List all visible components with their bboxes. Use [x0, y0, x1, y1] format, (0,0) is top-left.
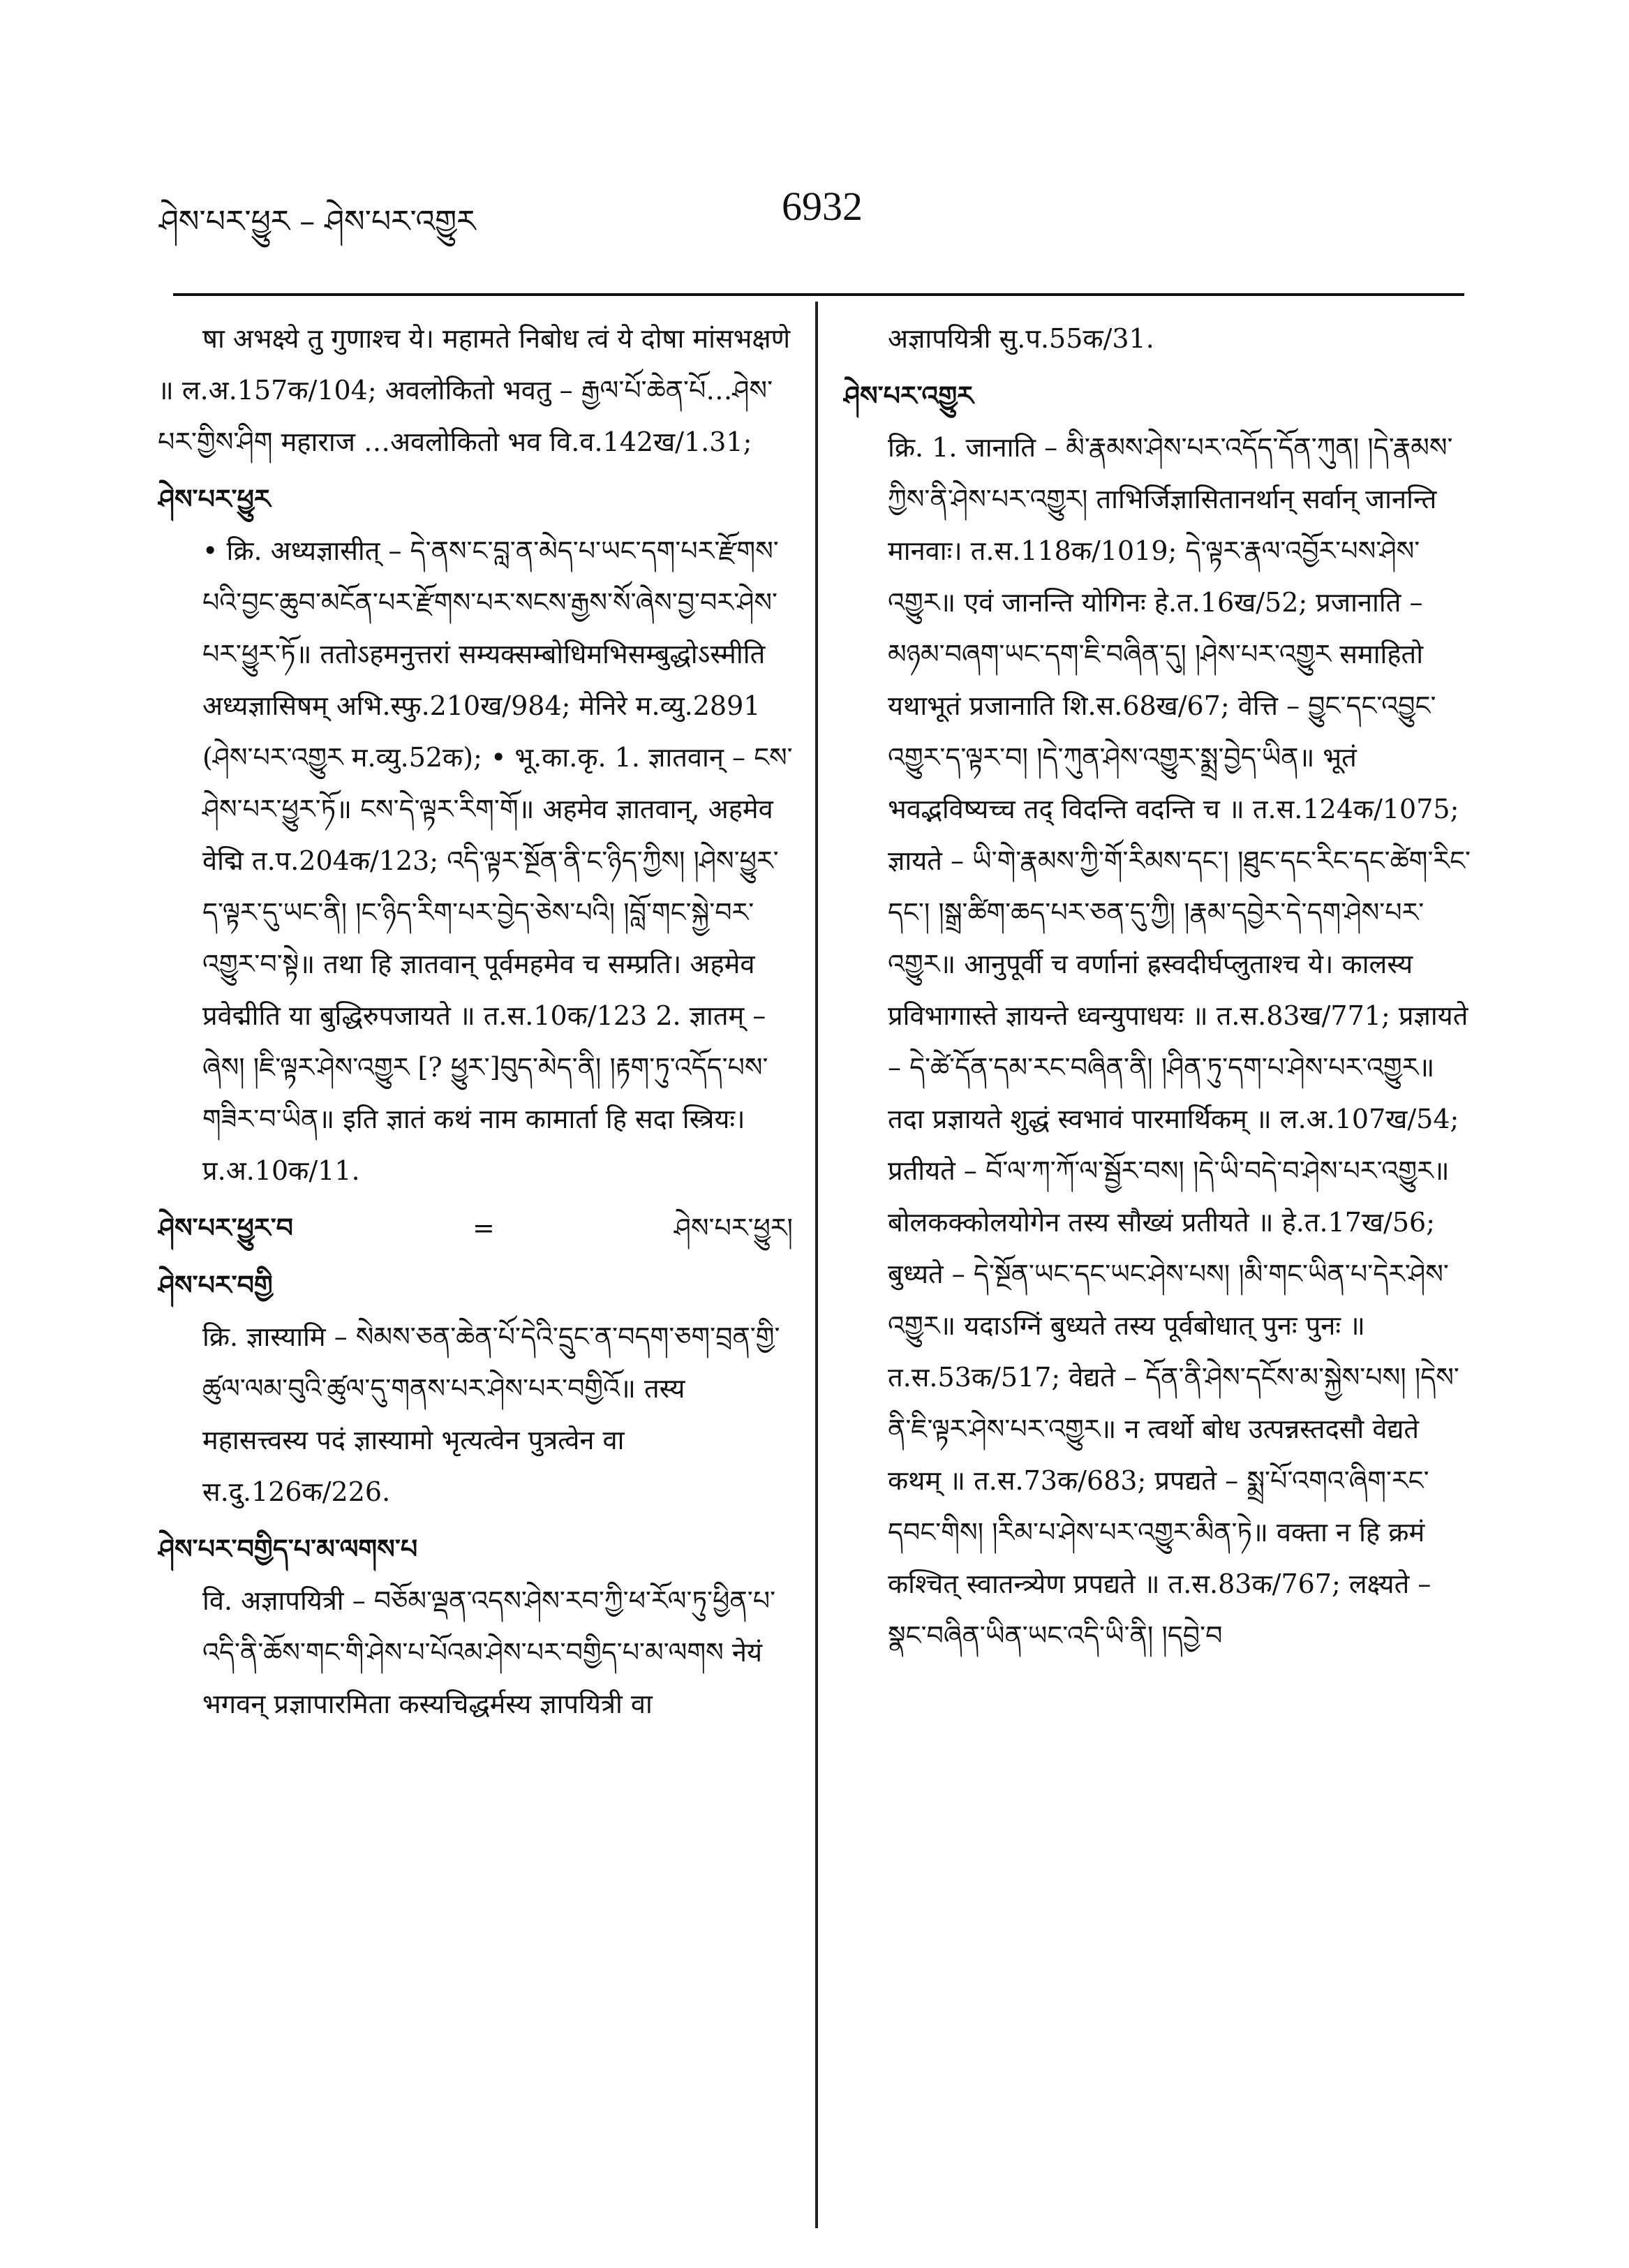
right-continuation-text: अज्ञापयित्री सु.प.55क/31.	[888, 323, 1154, 354]
header-rule	[173, 293, 1464, 296]
cross-reference-entry	[158, 1202, 793, 1254]
entry-headword: ཤེས་པར་འགྱུར	[843, 380, 974, 411]
entry-headword: ཤེས་པར་ཕྱུར	[158, 483, 271, 514]
column-divider	[815, 302, 818, 2228]
cross-reference-target: ཤེས་པར་ཕྱུར།	[674, 1213, 793, 1243]
page-number: 6932	[782, 184, 863, 229]
dictionary-entry	[158, 1523, 793, 1730]
left-continuation-text: षा अभक्ष्ये तु गुणाश्च ये। महामते निबोध त्वं ये दोषा मांसभक्षणे ॥ ल.अ.157क/104; अवलोकितो भवतु – རྒྱལ་པོ་ཆེན་པོ…ཤེས་པར་གྱིས་ཤིག महाराज …अवलोकितो भव वि.व.142ख/1.31;	[158, 323, 791, 457]
dictionary-entry	[843, 370, 1471, 1661]
equals-sign: =	[473, 1213, 495, 1243]
entry-body: वि. अज्ञापयित्री – བཅོམ་ལྡན་འདས་ཤེས་རབ་ཀྱི་ཕ་རོལ་ཏུ་ཕྱིན་པ་འདི་ནི་ཆོས་གང་གི་ཤེས་པ་པོའམ་ཤེས་པར་བགྱིད་པ་མ་ལགས नेयं भगवन् प्रज्ञापारमिता कस्यचिद्धर्मस्य ज्ञापयित्री वा	[202, 1585, 776, 1719]
entry-body: क्रि. ज्ञास्यामि – སེམས་ཅན་ཆེན་པོ་དེའི་དྲུང་ན་བདག་ཅག་བྲན་གྱི་ཚུལ་ལམ་བུའི་ཚུལ་དུ་གནས་པར་ཤེས་པར་བགྱིའོ॥ तस्य महासत्त्वस्य पदं ज्ञास्यामो भृत्यत्वेन पुत्रत्वेन वा स.दु.126क/226.	[202, 1321, 780, 1507]
entry-headword: ཤེས་པར་བགྱི	[158, 1269, 273, 1300]
entry-headword: ཤེས་པར་ཕྱུར་བ	[158, 1212, 294, 1243]
entry-body: • क्रि. अध्यज्ञासीत् – དེ་ནས་ང་བླ་ན་མེད་པ་ཡང་དག་པར་རྫོགས་པའི་བྱང་ཆུབ་མངོན་པར་རྫོགས་པར་སངས་རྒྱས་སོ་ཞེས་བྱ་བར་ཤེས་པར་ཕྱུར་ཏོ॥ ततोऽहमनुत्तरां सम्यक्सम्बोधिमभिसम्बुद्धोऽस्मीति अध्यज्ञासिषम् अभि.स्फु.210ख/984; मेनिरे म.व्यु.2891 (ཤེས་པར་འགྱུར म.व्यु.52क); • भू.का.कृ. 1. ज्ञातवान् – ངས་ཤེས་པར་ཕྱུར་ཏོ॥ ངས་དེ་ལྟར་རིག་གོ॥ अहमेव ज्ञातवान्, अहमेव वेद्मि त.प.204क/123; འདི་ལྟར་སྔོན་ནི་ང་ཉིད་ཀྱིས། །ཤེས་ཕྱུར་ད་ལྟར་དུ་ཡང་ནི། །ང་ཉིད་རིག་པར་བྱེད་ཅེས་པའི། །བློ་གང་སྐྱེ་བར་འགྱུར་བ་སྟེ॥ तथा हि ज्ञातवान् पूर्वमहमेव च सम्प्रति। अहमेव प्रवेद्मीति या बुद्धिरुपजायते ॥ त.स.10क/123 2. ज्ञातम् – ཞེས། །ཇི་ལྟར་ཤེས་འགྱུར [? ཕྱུར་]བུད་མེད་ནི། །རྟག་ཏུ་འདོད་པས་གཟིར་བ་ཡིན॥ इति ज्ञातं कथं नाम कामार्ता हि सदा स्त्रियः। प्र.अ.10क/11.	[202, 535, 793, 1186]
left-column	[158, 313, 793, 1730]
running-head: ཤེས་པར་ཕྱུར – ཤེས་པར་འགྱུར	[159, 204, 476, 239]
dictionary-entry	[158, 1259, 793, 1518]
entry-body: क्रि. 1. जानाति – མི་རྣམས་ཤེས་པར་འདོད་དོན་ཀུན། །དེ་རྣམས་ཀྱིས་ནི་ཤེས་པར་འགྱུར། ताभिर्जिज्ञासितानर्थान् सर्वान् जानन्ति मानवाः। त.स.118क/1019; དེ་ལྟར་རྣལ་འབྱོར་པས་ཤེས་འགྱུར॥ एवं जानन्ति योगिनः हे.त.16ख/52; प्रजानाति – མཉམ་བཞག་ཡང་དག་ཇི་བཞིན་དུ། །ཤེས་པར་འགྱུར समाहितो यथाभूतं प्रजानाति शि.स.68ख/67; वेत्ति – བྱུང་དང་འབྱུང་འགྱུར་ད་ལྟར་བ། །དེ་ཀུན་ཤེས་འགྱུར་སྨྲ་བྱེད་ཡིན॥ भूतं भवद्भविष्यच्च तद् विदन्ति वदन्ति च ॥ त.स.124क/1075; ज्ञायते – ཡི་གེ་རྣམས་ཀྱི་གོ་རིམས་དང་། །ཐུང་དང་རིང་དང་ཚེག་རིང་དང་། །སྒྲ་ཚིག་ཆད་པར་ཅན་དུ་ཀྱི། །རྣམ་དབྱེར་དེ་དག་ཤེས་པར་འགྱུར॥ आनुपूर्वी च वर्णानां ह्रस्वदीर्घप्लुताश्च ये। कालस्य प्रविभागास्ते ज्ञायन्ते ध्वन्युपाधयः ॥ त.स.83ख/771; प्रज्ञायते – དེ་ཚེ་དོན་དམ་རང་བཞིན་ནི། །ཤིན་ཏུ་དག་པ་ཤེས་པར་འགྱུར॥ तदा प्रज्ञायते शुद्धं स्वभावं पारमार्थिकम् ॥ ल.अ.107ख/54; प्रतीयते – བོ་ལ་ཀ་ཀོ་ལ་སྦྱོར་བས། །དེ་ཡི་བདེ་བ་ཤེས་པར་འགྱུར॥ बोलकक्कोलयोगेन तस्य सौख्यं प्रतीयते ॥ हे.त.17ख/56; बुध्यते – དེ་སྔོན་ཡང་དང་ཡང་ཤེས་པས། །མི་གང་ཡིན་པ་དེར་ཤེས་འགྱུར॥ यदाऽग्निं बुध्यते तस्य पूर्वबोधात् पुनः पुनः ॥ त.स.53क/517; वेद्यते – དོན་ནི་ཤེས་དངོས་མ་སྐྱེས་པས། །དེས་ནི་ཇི་ལྟར་ཤེས་པར་འགྱུར॥ न त्वर्थो बोध उत्पन्नस्तदसौ वेद्यते कथम् ॥ त.स.73क/683; प्रपद्यते – སྨྲ་པོ་འགའ་ཞིག་རང་དབང་གིས། །རིམ་པ་ཤེས་པར་འགྱུར་མིན་ཏེ॥ वक्ता न हि क्रमं कश्चित् स्वातन्त्र्येण प्रपद्यते ॥ त.स.83क/767; लक्ष्यते – སྣང་བཞིན་ཡིན་ཡང་འདི་ཡི་ནི། །དབྱེ་བ	[888, 432, 1471, 1651]
right-column	[843, 313, 1471, 1661]
entry-headword: ཤེས་པར་བགྱིད་པ་མ་ལགས་པ	[158, 1533, 418, 1564]
dictionary-entry	[158, 473, 793, 1196]
